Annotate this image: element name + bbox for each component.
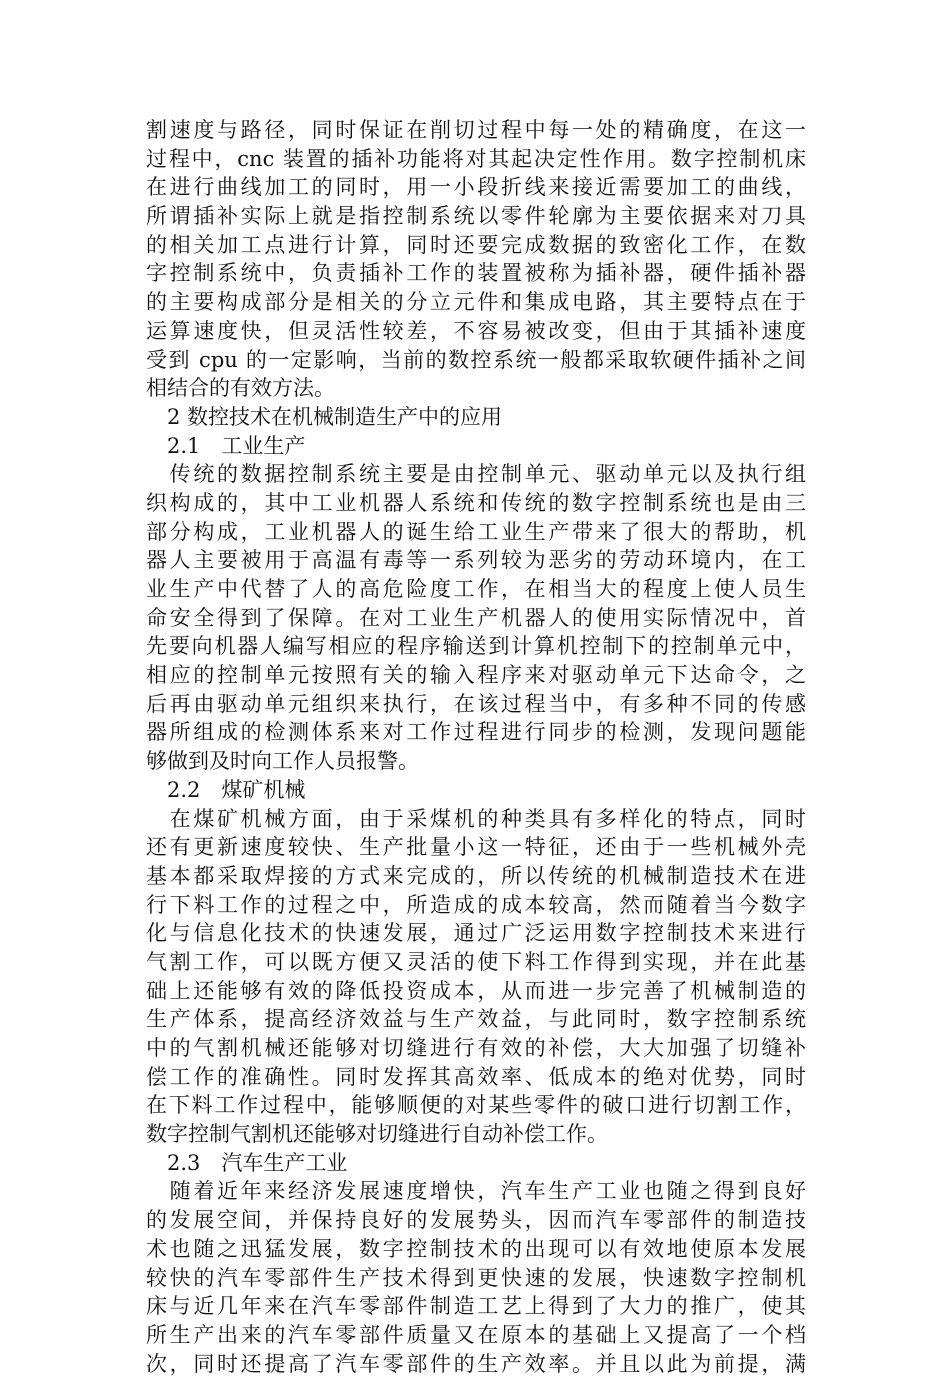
text-line: 部分构成，工业机器人的诞生给工业生产带来了很大的帮助，机: [146, 519, 806, 544]
text-line: 2.1 工业生产: [146, 433, 306, 458]
text-line: 次，同时还提高了汽车零部件的生产效率。并且以此为前提，满: [146, 1351, 806, 1376]
text-line: 命安全得到了保障。在对工业生产机器人的使用实际情况中，首: [146, 605, 806, 630]
text-line: 在煤矿机械方面，由于采煤机的种类具有多样化的特点，同时: [146, 806, 806, 831]
text-line: 床与近几年来在汽车零部件制造工艺上得到了大力的推广，使其: [146, 1294, 806, 1319]
text-line: 生产体系，提高经济效益与生产效益，与此同时，数字控制系统: [146, 1007, 806, 1032]
text-line: 器所组成的检测体系来对工作过程进行同步的检测，发现问题能: [146, 720, 806, 745]
text-line: 2.2 煤矿机械: [146, 777, 306, 802]
text-line: 够做到及时向工作人员报警。: [146, 749, 419, 774]
text-line: 2.3 汽车生产工业: [146, 1150, 348, 1175]
text-line: 数字控制气割机还能够对切缝进行自动补偿工作。: [146, 1122, 608, 1147]
text-line: 术也随之迅猛发展，数字控制技术的出现可以有效地使原本发展: [146, 1236, 806, 1261]
text-line: 先要向机器人编写相应的程序输送到计算机控制下的控制单元中，: [146, 634, 806, 659]
text-line: 随着近年来经济发展速度增快，汽车生产工业也随之得到良好: [146, 1179, 806, 1204]
text-line: 业生产中代替了人的高危险度工作，在相当大的程度上使人员生: [146, 577, 806, 601]
text-line: 器人主要被用于高温有毒等一系列较为恶劣的劳动环境内，在工: [146, 548, 806, 573]
text-line: 在下料工作过程中，能够顺便的对某些零件的破口进行切割工作，: [146, 1093, 806, 1118]
text-line: 相结合的有效方法。: [146, 376, 335, 401]
document-page: [146, 116, 806, 1378]
text-line: 中的气割机械还能够对切缝进行有效的补偿，大大加强了切缝补: [146, 1036, 806, 1060]
text-line: 化与信息化技术的快速发展，通过广泛运用数字控制技术来进行: [146, 921, 806, 946]
text-line: 础上还能够有效的降低投资成本，从而进一步完善了机械制造的: [146, 978, 806, 1003]
text-line: 所生产出来的汽车零部件质量又在原本的基础上又提高了一个档: [146, 1322, 806, 1347]
text-line: 气割工作，可以既方便又灵活的使下料工作得到实现，并在此基: [146, 949, 806, 974]
text-line: 过程中，cnc 装置的插补功能将对其起决定性作用。数字控制机床: [146, 146, 806, 171]
text-line: 传统的数据控制系统主要是由控制单元、驱动单元以及执行组: [146, 462, 806, 487]
text-line: 的相关加工点进行计算，同时还要完成数据的致密化工作，在数: [146, 232, 806, 257]
text-line: 受到 cpu 的一定影响，当前的数控系统一般都采取软硬件插补之间: [146, 347, 806, 372]
text-line: 还有更新速度较快、生产批量小这一特征，还由于一些机械外壳: [146, 835, 806, 860]
text-line: 2 数控技术在机械制造生产中的应用: [146, 404, 503, 429]
text-line: 运算速度快，但灵活性较差，不容易被改变，但由于其插补速度: [146, 318, 806, 343]
text-line: 的主要构成部分是相关的分立元件和集成电路，其主要特点在于: [146, 290, 806, 315]
text-line: 偿工作的准确性。同时发挥其高效率、低成本的绝对优势，同时: [146, 1064, 806, 1089]
text-line: 所谓插补实际上就是指控制系统以零件轮廓为主要依据来对刀具: [146, 204, 806, 229]
text-line: 相应的控制单元按照有关的输入程序来对驱动单元下达命令，之: [146, 663, 806, 688]
text-line: 行下料工作的过程之中，所造成的成本较高，然而随着当今数字: [146, 892, 806, 917]
text-line: 在进行曲线加工的同时，用一小段折线来接近需要加工的曲线，: [146, 175, 806, 200]
text-line: 基本都采取焊接的方式来完成的，所以传统的机械制造技术在进: [146, 863, 806, 888]
text-line: 的发展空间，并保持良好的发展势头，因而汽车零部件的制造技: [146, 1208, 806, 1233]
text-line: 字控制系统中，负责插补工作的装置被称为插补器，硬件插补器: [146, 261, 806, 286]
text-line: 较快的汽车零部件生产技术得到更快速的发展，快速数字控制机: [146, 1265, 806, 1290]
text-line: 割速度与路径，同时保证在削切过程中每一处的精确度，在这一: [146, 118, 806, 142]
text-line: 织构成的，其中工业机器人系统和传统的数字控制系统也是由三: [146, 490, 806, 515]
text-line: 后再由驱动单元组织来执行，在该过程当中，有多种不同的传感: [146, 691, 806, 716]
